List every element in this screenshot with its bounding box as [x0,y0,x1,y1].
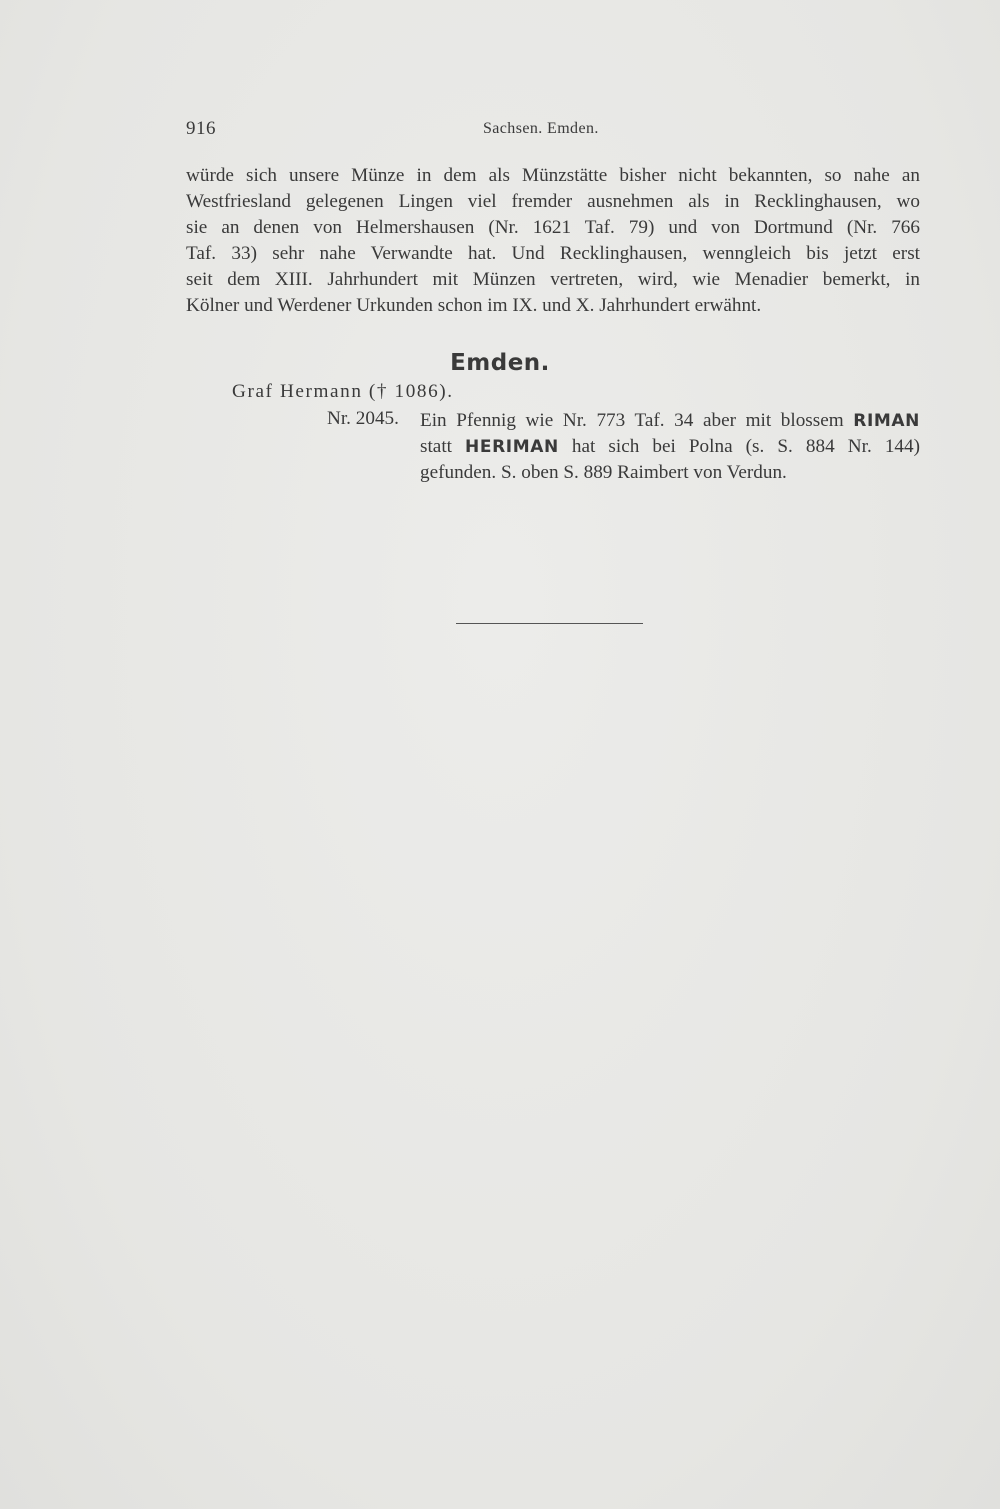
paragraph-line: Westfriesland gelegenen Lingen viel fremder ausnehmen als in Recklinghausen, wo [186,191,920,212]
entry-text-segment: Ein Pfennig wie Nr. 773 Taf. 34 aber mit blossem [420,410,854,431]
ruler-subheading: Graf Hermann († 1086). [232,381,454,402]
section-end-rule [456,623,643,624]
entry-line: gefunden. S. oben S. 889 Raimbert von Verdun. [420,462,787,483]
paragraph-line: würde sich unsere Münze in dem als Münzstätte bisher nicht bekannten, so nahe an [186,165,920,186]
entry-line [420,408,920,434]
entry-line [420,434,920,460]
entry-description [420,408,920,486]
paragraph-line: Kölner und Werdener Urkunden schon im IX. und X. Jahrhundert erwähnt. [186,295,762,316]
paragraph-line: seit dem XIII. Jahrhundert mit Münzen vertreten, wird, wie Menadier bemerkt, in [186,269,920,290]
paragraph-line: Taf. 33) sehr nahe Verwandte hat. Und Recklinghausen, wenngleich bis jetzt erst [186,243,920,264]
section-heading: Emden. [450,350,550,376]
entry-number: Nr. 2045. [327,408,399,429]
entry-text-segment: statt [420,436,466,457]
entry-text-segment: hat sich bei Polna (s. S. 884 Nr. 144) [558,436,920,457]
coin-legend-heriman: HERIMAN [465,437,559,457]
running-head [186,118,920,142]
coin-legend-riman: RIMAN [853,411,920,431]
running-title: Sachsen. Emden. [483,120,599,137]
paragraph-line: sie an denen von Helmershausen (Nr. 1621 Taf. 79) und von Dortmund (Nr. 766 [186,217,920,238]
body-paragraph [186,163,920,319]
page-number: 916 [186,118,216,139]
